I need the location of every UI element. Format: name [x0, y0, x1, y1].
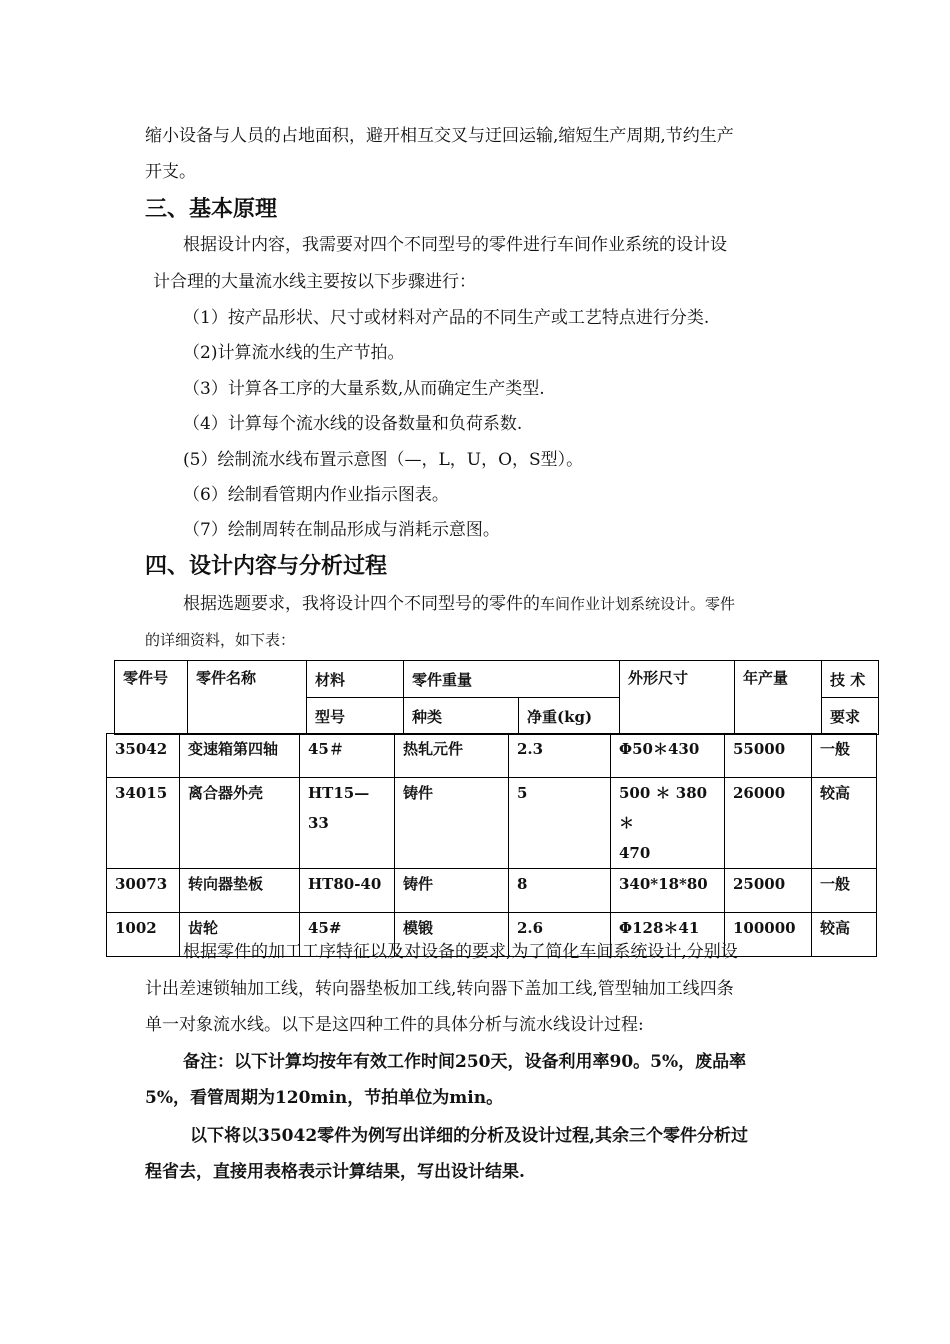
cell-part-no: 34015 — [107, 778, 180, 869]
cell-annual-output: 55000 — [725, 734, 812, 778]
cell-kind: 模锻 — [395, 913, 509, 957]
cell-kind: 热轧元件 — [395, 734, 509, 778]
cell-kind: 铸件 — [395, 778, 509, 869]
cell-model: HT15—33 — [300, 778, 395, 869]
section-heading: 三、基本原理 — [145, 196, 278, 222]
note-line: 程省去，直接用表格表示计算结果，写出设计结果. — [145, 1162, 525, 1182]
step-item: (5）绘制流水线布置示意图（—，L，U，O，S型）。 — [183, 450, 584, 470]
header-material: 材料 — [307, 661, 404, 698]
cell-part-name: 离合器外壳 — [180, 778, 300, 869]
cell-part-name: 齿轮 — [180, 913, 300, 957]
cell-model: HT80-40 — [300, 869, 395, 913]
header-weight: 零件重量 — [404, 661, 620, 698]
step-item: （2)计算流水线的生产节拍。 — [183, 343, 405, 363]
parts-table-body — [106, 733, 877, 957]
paragraph-line: 开支。 — [145, 162, 196, 182]
cell-part-no: 30073 — [107, 869, 180, 913]
section-heading: 四、设计内容与分析过程 — [145, 553, 388, 579]
header-kind: 种类 — [404, 698, 519, 735]
cell-tech-req: 一般 — [812, 869, 877, 913]
paragraph-line: 计出差速锁轴加工线，转向器垫板加工线,转向器下盖加工线,管型轴加工线四条 — [145, 979, 734, 999]
note-line: 5%，看管周期为120min，节拍单位为min。 — [145, 1088, 504, 1108]
cell-net-weight: 5 — [509, 778, 611, 869]
cell-annual-output: 100000 — [725, 913, 812, 957]
cell-net-weight: 2.6 — [509, 913, 611, 957]
cell-model: 45＃ — [300, 734, 395, 778]
cell-size: Φ50＊430 — [611, 734, 725, 778]
parts-table-header — [114, 660, 879, 735]
table-row — [107, 869, 877, 913]
header-size: 外形尺寸 — [620, 661, 735, 735]
step-item: （1）按产品形状、尺寸或材料对产品的不同生产或工艺特点进行分类. — [183, 308, 710, 328]
step-item: （3）计算各工序的大量系数,从而确定生产类型. — [183, 379, 545, 399]
paragraph-line: 的详细资料，如下表： — [145, 631, 296, 649]
note-line: 备注：以下计算均按年有效工作时间250天，设备利用率90。5%，废品率 — [183, 1052, 747, 1072]
header-tech-req-2: 要求 — [822, 698, 879, 735]
paragraph-line: 计合理的大量流水线主要按以下步骤进行： — [153, 272, 476, 292]
header-part-no: 零件号 — [115, 661, 188, 735]
header-model: 型号 — [307, 698, 404, 735]
cell-annual-output: 25000 — [725, 869, 812, 913]
step-item: （4）计算每个流水线的设备数量和负荷系数. — [183, 414, 523, 434]
cell-kind: 铸件 — [395, 869, 509, 913]
cell-part-no: 35042 — [107, 734, 180, 778]
cell-part-no: 1002 — [107, 913, 180, 957]
cell-model: 45# — [300, 913, 395, 957]
cell-part-name: 变速箱第四轴 — [180, 734, 300, 778]
paragraph-line: 根据设计内容，我需要对四个不同型号的零件进行车间作业系统的设计设 — [183, 235, 727, 255]
cell-tech-req: 较高 — [812, 913, 877, 957]
note-line: 以下将以35042零件为例写出详细的分析及设计过程,其余三个零件分析过 — [190, 1126, 749, 1146]
cell-net-weight: 8 — [509, 869, 611, 913]
paragraph-text: 根据选题要求，我将设计四个不同型号的零件的 — [183, 594, 540, 614]
cell-net-weight: 2.3 — [509, 734, 611, 778]
header-annual-output: 年产量 — [735, 661, 822, 735]
step-item: （6）绘制看管期内作业指示图表。 — [183, 485, 449, 505]
cell-size: 500 ＊ 380 ＊ 470 — [611, 778, 725, 869]
step-item: （7）绘制周转在制品形成与消耗示意图。 — [183, 520, 500, 540]
cell-size: 340*18*80 — [611, 869, 725, 913]
table-row — [107, 778, 877, 869]
paragraph-line — [183, 592, 735, 616]
header-net-weight: 净重(kg) — [519, 698, 620, 735]
paragraph-text: 车间作业计划系统设计。零件 — [540, 595, 736, 613]
paragraph-line: 缩小设备与人员的占地面积，避开相互交叉与迂回运输,缩短生产周期,节约生产 — [145, 126, 734, 146]
paragraph-line: 单一对象流水线。以下是这四种工件的具体分析与流水线设计过程: — [145, 1015, 644, 1035]
header-part-name: 零件名称 — [188, 661, 307, 735]
cell-tech-req: 一般 — [812, 734, 877, 778]
table-row — [107, 734, 877, 778]
cell-size: Φ128＊41 — [611, 913, 725, 957]
paragraph-line: 根据零件的加工工序特征以及对设备的要求,为了简化车间系统设计,分别设 — [183, 942, 738, 962]
cell-part-name: 转向器垫板 — [180, 869, 300, 913]
cell-annual-output: 26000 — [725, 778, 812, 869]
cell-tech-req: 较高 — [812, 778, 877, 869]
header-tech-req: 技 术 — [822, 661, 879, 698]
